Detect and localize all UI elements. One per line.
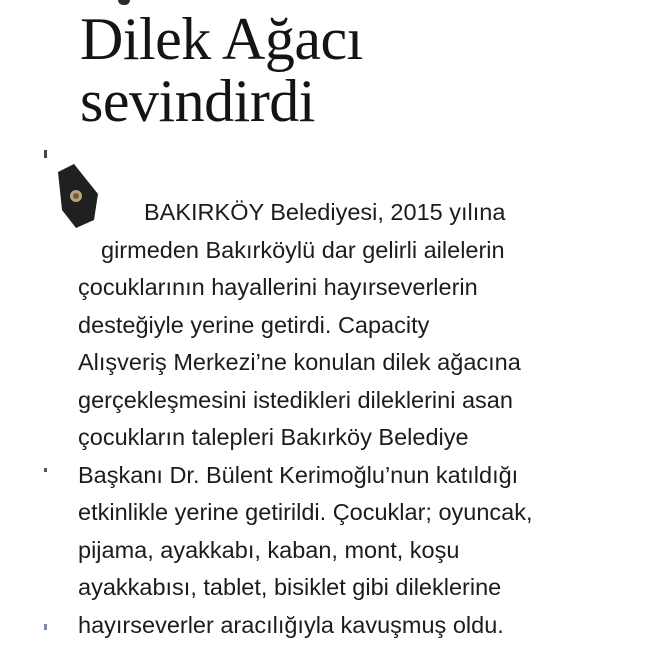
photo-edge-mark	[118, 0, 130, 5]
body-line: çocuklarının hayallerini hayırseverlerin	[78, 274, 478, 300]
body-line: desteğiyle yerine getirdi. Capacity	[78, 311, 430, 338]
headline-line: Dilek Ağacı	[80, 6, 363, 72]
body-line: Alışveriş Merkezi’ne konulan dilek ağacına	[78, 349, 521, 375]
margin-speck	[44, 624, 47, 630]
body-line: BAKIRKÖY Belediyesi, 2015 yılına	[144, 199, 506, 225]
body-line: Başkanı Dr. Bülent Kerimoğlu’nun katıldığı	[78, 461, 519, 488]
body-line: hayırseverler aracılığıyla kavuşmuş oldu.	[78, 611, 504, 638]
body-line: ayakkabısı, tablet, bisiklet gibi dileklerine	[78, 574, 502, 600]
headline	[80, 8, 363, 132]
body-line: pijama, ayakkabı, kaban, mont, koşu	[78, 536, 460, 563]
margin-speck	[44, 468, 47, 472]
headline-line: sevindirdi	[80, 68, 315, 134]
body-line: çocukların talepleri Bakırköy Belediye	[78, 424, 469, 450]
body-line: gerçekleşmesini istedikleri dileklerini asan	[78, 386, 513, 413]
article-body	[78, 194, 638, 644]
body-line: girmeden Bakırköylü dar gelirli ailelerin	[101, 236, 505, 263]
body-line: etkinlikle yerine getirildi. Çocuklar; oyuncak,	[78, 499, 533, 525]
